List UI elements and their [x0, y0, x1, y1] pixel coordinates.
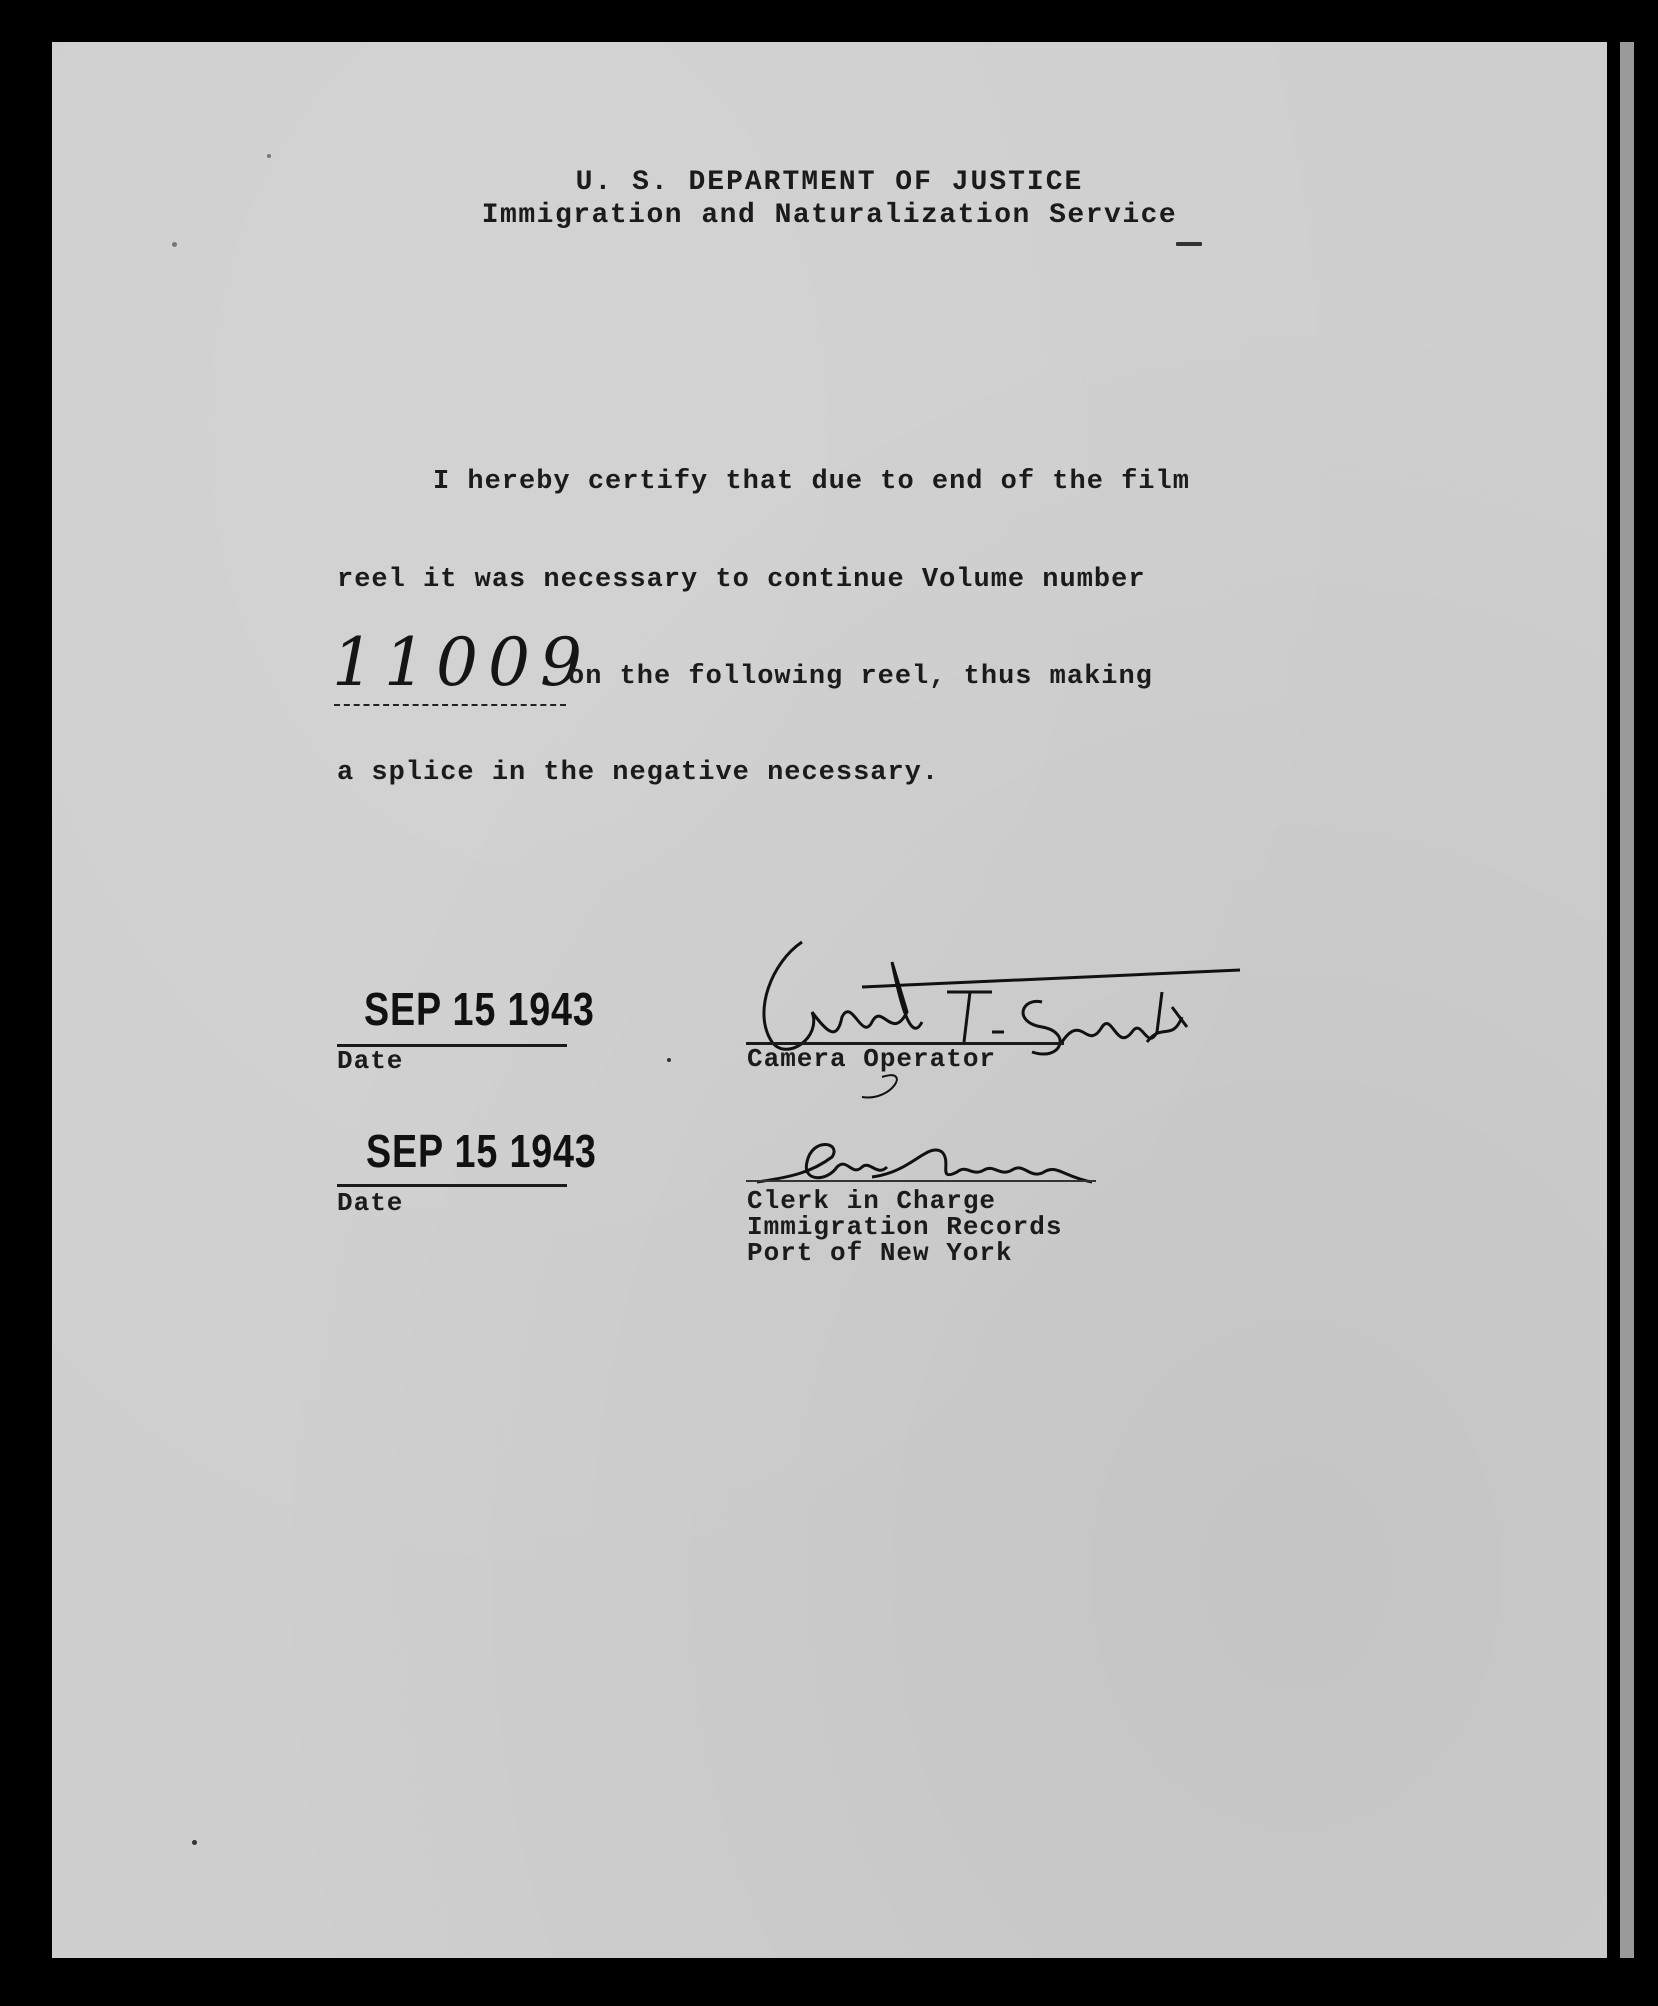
dust-speck [192, 1840, 197, 1845]
dust-speck [667, 1058, 671, 1062]
clerk-label-3: Port of New York [747, 1238, 1013, 1268]
clerk-label-2: Immigration Records [747, 1212, 1063, 1242]
header-service: Immigration and Naturalization Service [481, 200, 1178, 231]
scan-mark [1176, 242, 1202, 246]
body-line-4: a splice in the negative necessary. [337, 758, 940, 788]
date-1-label: Date [337, 1046, 404, 1076]
clerk-label-1: Clerk in Charge [747, 1186, 997, 1216]
dust-speck [172, 242, 177, 247]
dust-speck [267, 154, 271, 158]
date-2-line [337, 1184, 567, 1187]
date-stamp-1: SEP 15 1943 [364, 983, 595, 1035]
body-line-3: on the following reel, thus making [568, 662, 1153, 692]
scan-edge-strip [1620, 42, 1634, 1958]
body-line-1: I hereby certify that due to end of the film [433, 467, 1190, 497]
body-line-2: reel it was necessary to continue Volume number [337, 565, 1146, 595]
date-2-label: Date [337, 1188, 404, 1218]
clerk-line [746, 1180, 1096, 1182]
volume-number-underline [334, 704, 566, 706]
camera-operator-label: Camera Operator [747, 1044, 997, 1074]
header-department: U. S. DEPARTMENT OF JUSTICE [575, 167, 1084, 198]
volume-number-handwritten [332, 624, 592, 701]
date-stamp-2: SEP 15 1943 [366, 1125, 597, 1177]
volume-number-text: 11009 [332, 624, 592, 701]
document-page [52, 42, 1607, 1958]
